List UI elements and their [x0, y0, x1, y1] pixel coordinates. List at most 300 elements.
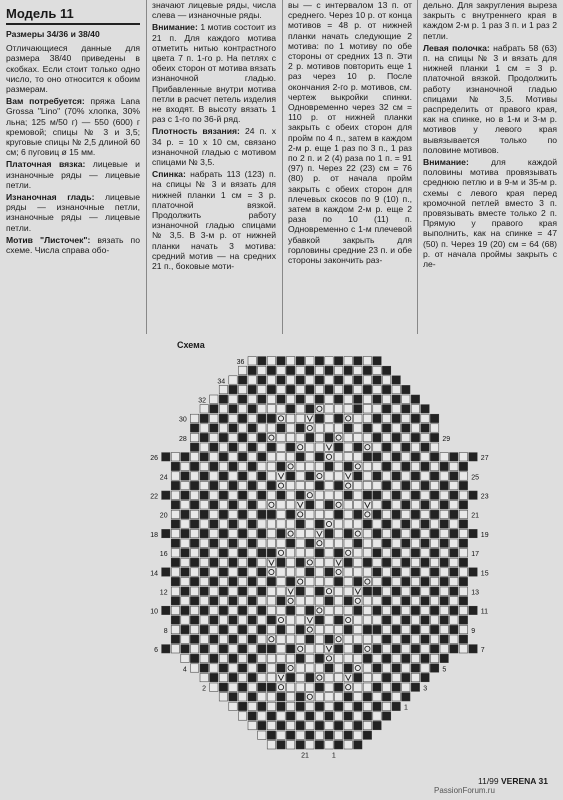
- chart-cell: [286, 385, 294, 393]
- chart-cell: [421, 414, 429, 422]
- chart-cell: [392, 673, 400, 681]
- chart-cell: [421, 664, 429, 672]
- chart-cell: [296, 741, 304, 749]
- chart-cell: [402, 549, 410, 557]
- row-number-left: 34: [217, 378, 226, 386]
- chart-cell: [382, 385, 390, 393]
- chart-cell: [277, 366, 285, 374]
- row-number-left: 18: [150, 531, 158, 539]
- chart-cell: [238, 385, 246, 393]
- chart-cell: [296, 357, 304, 365]
- chart-cell: [219, 501, 227, 509]
- chart-cell: [392, 549, 400, 557]
- chart-cell: [286, 635, 294, 643]
- text-column-2: [152, 0, 276, 330]
- chart-cell: [210, 443, 218, 451]
- chart-cell: [258, 549, 266, 557]
- chart-cell: [296, 712, 304, 720]
- chart-cell: [421, 587, 429, 595]
- chart-cell: [459, 635, 467, 643]
- chart-cell: [229, 414, 237, 422]
- chart-cell: [286, 405, 294, 413]
- chart-cell: [229, 673, 237, 681]
- chart-cell: [181, 491, 189, 499]
- chart-cell: [248, 635, 256, 643]
- chart-cell: [248, 433, 256, 441]
- chart-cell: [306, 587, 314, 595]
- chart-cell: [421, 453, 429, 461]
- chart-cell: [373, 693, 381, 701]
- chart-cell: [238, 501, 246, 509]
- chart-cell: [344, 529, 352, 537]
- chart-cell: [392, 405, 400, 413]
- chart-cell: [210, 510, 218, 518]
- chart-cell: [229, 481, 237, 489]
- chart-cell: [373, 616, 381, 624]
- chart-cell: [229, 577, 237, 585]
- chart-cell: [210, 414, 218, 422]
- chart-cell: [286, 568, 294, 576]
- chart-cell: [325, 501, 333, 509]
- chart-cell: [210, 462, 218, 470]
- chart-cell: [334, 616, 342, 624]
- chart-cell: [402, 568, 410, 576]
- row-number-left: 16: [159, 551, 168, 559]
- chart-cell: [344, 405, 352, 413]
- chart-cell: [459, 539, 467, 547]
- chart-cell: [238, 587, 246, 595]
- chart-cell: [363, 520, 371, 528]
- chart-cell: [402, 664, 410, 672]
- chart-cell: [363, 481, 371, 489]
- row-number-right: 17: [471, 551, 479, 559]
- knitting-chart: [145, 350, 495, 765]
- chart-cell: [181, 635, 189, 643]
- chart-cell: [248, 529, 256, 537]
- chart-cell: [411, 481, 419, 489]
- chart-cell: [325, 376, 333, 384]
- chart-cell: [354, 549, 362, 557]
- chart-cell: [258, 510, 266, 518]
- chart-cell: [219, 577, 227, 585]
- chart-cell: [258, 587, 266, 595]
- chart-cell: [363, 635, 371, 643]
- chart-cell: [315, 424, 323, 432]
- chart-cell: [219, 654, 227, 662]
- chart-cell: [344, 453, 352, 461]
- chart-cell: [258, 721, 266, 729]
- chart-cell: [296, 520, 304, 528]
- chart-cell: [325, 741, 333, 749]
- chart-cell: [286, 683, 294, 691]
- chart-cell: [171, 549, 179, 557]
- chart-cell: [392, 491, 400, 499]
- chart-cell: [440, 481, 448, 489]
- chart-cell: [315, 376, 323, 384]
- chart-cell: [219, 597, 227, 605]
- chart-cells: [159, 357, 478, 749]
- chart-cell: [248, 501, 256, 509]
- chart-cell: [248, 616, 256, 624]
- chart-cell: [306, 472, 314, 480]
- chart-cell: [190, 472, 198, 480]
- chart-cell: [411, 587, 419, 595]
- chart-cell: [325, 606, 333, 614]
- chart-cell: [315, 625, 323, 633]
- chart-cell: [440, 491, 448, 499]
- chart-cell: [421, 568, 429, 576]
- chart-cell: [181, 481, 189, 489]
- chart-cell: [344, 712, 352, 720]
- row-number-left: 24: [159, 474, 168, 482]
- chart-cell: [450, 529, 458, 537]
- row-number-right: 1: [404, 704, 408, 712]
- chart-cell: [315, 721, 323, 729]
- chart-cell: [210, 453, 218, 461]
- chart-cell: [258, 645, 266, 653]
- chart-cell: [286, 549, 294, 557]
- chart-cell: [315, 654, 323, 662]
- chart-cell: [238, 443, 246, 451]
- chart-cell: [248, 462, 256, 470]
- chart-cell: [200, 520, 208, 528]
- chart-cell: [200, 501, 208, 509]
- chart-cell: [459, 491, 467, 499]
- paragraph-text: пряжа Lana Grossa "Lino" (70% хлопка, 30% льна; 125 м/50 г) — 550 (600) г кремовой; спицы № 3 и 3,5; круговые спицы № 2,5 длиной 60 см; 6 пуговиц ø 15 мм.: [6, 96, 140, 158]
- chart-cell: [277, 520, 285, 528]
- chart-cell: [325, 558, 333, 566]
- model-title: [6, 6, 140, 25]
- paragraph: [152, 22, 276, 124]
- chart-cell: [200, 510, 208, 518]
- paragraph-text: набрать 58 (63) п. на спицы № 3 и вязать для нижней планки 1 см = 3 р. платочной вязкой. Продолжить работу изнаночной гладью спицами № 3,5. Мотивы распределить от правого края, как на спинке, но в 1-м и 3-м р. мотивов у левого края вывязывается только по половине мотивов.: [423, 42, 557, 155]
- chart-cell: [210, 558, 218, 566]
- row-number-right: 3: [423, 685, 428, 693]
- chart-cell: [450, 462, 458, 470]
- paragraph: [423, 43, 557, 155]
- chart-cell: [181, 462, 189, 470]
- chart-cell: [411, 673, 419, 681]
- paragraph: [152, 169, 276, 271]
- chart-cell: [267, 654, 275, 662]
- chart-cell: [469, 568, 477, 576]
- chart-cell: [469, 491, 477, 499]
- chart-cell: [430, 597, 438, 605]
- chart-cell: [277, 635, 285, 643]
- chart-cell: [450, 587, 458, 595]
- row-number-left: 12: [159, 589, 168, 597]
- chart-cell: [440, 645, 448, 653]
- chart-cell: [363, 366, 371, 374]
- paragraph: [6, 235, 140, 255]
- chart-cell: [363, 712, 371, 720]
- chart-cell: [296, 453, 304, 461]
- chart-cell: [219, 443, 227, 451]
- chart-cell: [440, 558, 448, 566]
- chart-cell: [296, 587, 304, 595]
- chart-cell: [344, 645, 352, 653]
- chart-cell: [402, 520, 410, 528]
- chart-cell: [258, 731, 266, 739]
- chart-cell: [267, 625, 275, 633]
- chart-cell: [325, 616, 333, 624]
- chart-cell: [190, 654, 198, 662]
- chart-cell: [469, 529, 477, 537]
- chart-cell: [296, 683, 304, 691]
- chart-cell: [382, 520, 390, 528]
- chart-cell: [344, 693, 352, 701]
- row-number-left: 22: [150, 493, 158, 501]
- chart-cell: [171, 568, 179, 576]
- chart-cell: [440, 597, 448, 605]
- chart-cell: [200, 472, 208, 480]
- chart-cell: [210, 616, 218, 624]
- chart-cell: [258, 443, 266, 451]
- chart-cell: [267, 597, 275, 605]
- chart-cell: [459, 587, 467, 595]
- row-number-right: 11: [480, 608, 489, 616]
- chart-cell: [325, 481, 333, 489]
- chart-cell: [421, 472, 429, 480]
- chart-cell: [325, 385, 333, 393]
- chart-cell: [229, 491, 237, 499]
- chart-cell: [267, 712, 275, 720]
- chart-cell: [382, 712, 390, 720]
- chart-cell: [248, 712, 256, 720]
- chart-cell: [459, 520, 467, 528]
- chart-cell: [402, 693, 410, 701]
- chart-cell: [210, 529, 218, 537]
- chart-cell: [325, 683, 333, 691]
- issue-number: 11/99: [478, 776, 499, 786]
- chart-cell: [277, 501, 285, 509]
- chart-cell: [392, 616, 400, 624]
- row-number-left: 32: [198, 397, 206, 405]
- chart-cell: [430, 616, 438, 624]
- chart-cell: [238, 433, 246, 441]
- chart-cell: [238, 625, 246, 633]
- title-rule: [6, 23, 140, 25]
- chart-cell: [382, 558, 390, 566]
- chart-cell: [382, 433, 390, 441]
- chart-cell: [200, 424, 208, 432]
- chart-cell: [344, 664, 352, 672]
- chart-cell: [229, 472, 237, 480]
- chart-cell: [181, 654, 189, 662]
- chart-cell: [171, 501, 179, 509]
- chart-cell: [430, 453, 438, 461]
- chart-cell: [373, 539, 381, 547]
- chart-cell: [402, 645, 410, 653]
- chart-cell: [315, 520, 323, 528]
- chart-cell: [421, 635, 429, 643]
- chart-cell: [392, 539, 400, 547]
- chart-cell: [171, 453, 179, 461]
- chart-cell: [248, 625, 256, 633]
- chart-cell: [219, 405, 227, 413]
- chart-cell: [450, 472, 458, 480]
- chart-cell: [229, 529, 237, 537]
- chart-cell: [296, 597, 304, 605]
- chart-cell: [315, 357, 323, 365]
- chart-cell: [286, 520, 294, 528]
- chart-cell: [382, 616, 390, 624]
- chart-cell: [248, 568, 256, 576]
- chart-cell: [411, 510, 419, 518]
- chart-cell: [411, 443, 419, 451]
- chart-cell: [344, 424, 352, 432]
- chart-cell: [373, 635, 381, 643]
- chart-cell: [334, 405, 342, 413]
- chart-cell: [315, 597, 323, 605]
- chart-cell: [334, 606, 342, 614]
- chart-cell: [277, 693, 285, 701]
- chart-cell: [421, 405, 429, 413]
- chart-cell: [344, 654, 352, 662]
- chart-cell: [373, 645, 381, 653]
- chart-cell: [162, 453, 170, 461]
- chart-cell: [459, 568, 467, 576]
- chart-cell: [325, 433, 333, 441]
- chart-cell: [296, 385, 304, 393]
- chart-cell: [181, 539, 189, 547]
- chart-cell: [421, 501, 429, 509]
- row-number-left: 26: [150, 455, 158, 463]
- chart-cell: [344, 539, 352, 547]
- chart-cell: [190, 568, 198, 576]
- chart-cell: [421, 510, 429, 518]
- chart-cell: [325, 673, 333, 681]
- row-number-left: 36: [236, 359, 245, 367]
- chart-cell: [267, 481, 275, 489]
- chart-cell: [325, 693, 333, 701]
- chart-cell: [440, 539, 448, 547]
- chart-cell: [306, 597, 314, 605]
- chart-cell: [373, 376, 381, 384]
- chart-cell: [344, 357, 352, 365]
- chart-cell: [210, 597, 218, 605]
- chart-cell: [315, 453, 323, 461]
- row-number-left: 10: [150, 608, 158, 616]
- paragraph: [152, 0, 276, 20]
- chart-cell: [248, 366, 256, 374]
- row-number-left: 2: [202, 685, 206, 693]
- chart-cell: [315, 683, 323, 691]
- chart-cell: [306, 385, 314, 393]
- chart-cell: [373, 702, 381, 710]
- chart-cell: [334, 683, 342, 691]
- chart-cell: [296, 472, 304, 480]
- chart-cell: [392, 462, 400, 470]
- chart-cell: [392, 645, 400, 653]
- chart-cell: [286, 395, 294, 403]
- chart-cell: [402, 577, 410, 585]
- chart-cell: [219, 549, 227, 557]
- chart-cell: [373, 443, 381, 451]
- chart-cell: [421, 520, 429, 528]
- chart-cell: [450, 549, 458, 557]
- chart-cell: [267, 366, 275, 374]
- chart-cell: [248, 414, 256, 422]
- chart-cell: [258, 654, 266, 662]
- chart-cell: [344, 395, 352, 403]
- chart-cell: [219, 529, 227, 537]
- chart-cell: [373, 472, 381, 480]
- chart-cell: [210, 673, 218, 681]
- chart-cell: [229, 606, 237, 614]
- chart-cell: [210, 539, 218, 547]
- chart-cell: [382, 577, 390, 585]
- chart-cell: [459, 453, 467, 461]
- chart-cell: [171, 635, 179, 643]
- chart-cell: [315, 385, 323, 393]
- chart-cell: [306, 645, 314, 653]
- chart-cell: [373, 597, 381, 605]
- chart-cell: [334, 654, 342, 662]
- chart-cell: [238, 520, 246, 528]
- chart-cell: [334, 520, 342, 528]
- chart-cell: [354, 433, 362, 441]
- chart-cell: [306, 712, 314, 720]
- row-number-right: 5: [442, 666, 447, 674]
- chart-cell: [392, 664, 400, 672]
- chart-cell: [363, 424, 371, 432]
- chart-cell: [373, 414, 381, 422]
- chart-cell: [344, 443, 352, 451]
- chart-cell: [363, 491, 371, 499]
- chart-cell: [200, 433, 208, 441]
- chart-cell: [277, 625, 285, 633]
- chart-cell: [315, 693, 323, 701]
- chart-cell: [402, 510, 410, 518]
- chart-cell: [238, 424, 246, 432]
- chart-cell: [238, 568, 246, 576]
- column-divider: [417, 0, 418, 334]
- chart-cell: [354, 606, 362, 614]
- chart-cell: [171, 491, 179, 499]
- chart-cell: [354, 491, 362, 499]
- chart-cell: [450, 635, 458, 643]
- chart-cell: [190, 635, 198, 643]
- chart-cell: [354, 731, 362, 739]
- chart-cell: [238, 414, 246, 422]
- chart-cell: [267, 529, 275, 537]
- chart-cell: [200, 453, 208, 461]
- chart-cell: [411, 549, 419, 557]
- chart-cell: [286, 510, 294, 518]
- chart-cell: [402, 491, 410, 499]
- chart-cell: [430, 558, 438, 566]
- chart-cell: [334, 385, 342, 393]
- chart-cell: [315, 635, 323, 643]
- chart-cell: [421, 654, 429, 662]
- chart-cell: [450, 558, 458, 566]
- chart-cell: [402, 433, 410, 441]
- chart-cell: [229, 635, 237, 643]
- chart-cell: [219, 587, 227, 595]
- chart-cell: [469, 645, 477, 653]
- chart-cell: [286, 654, 294, 662]
- chart-cell: [229, 520, 237, 528]
- chart-cell: [354, 702, 362, 710]
- chart-cell: [421, 491, 429, 499]
- chart-cell: [171, 625, 179, 633]
- chart-cell: [354, 510, 362, 518]
- chart-cell: [248, 721, 256, 729]
- chart-cell: [238, 712, 246, 720]
- chart-cell: [306, 673, 314, 681]
- chart-cell: [267, 395, 275, 403]
